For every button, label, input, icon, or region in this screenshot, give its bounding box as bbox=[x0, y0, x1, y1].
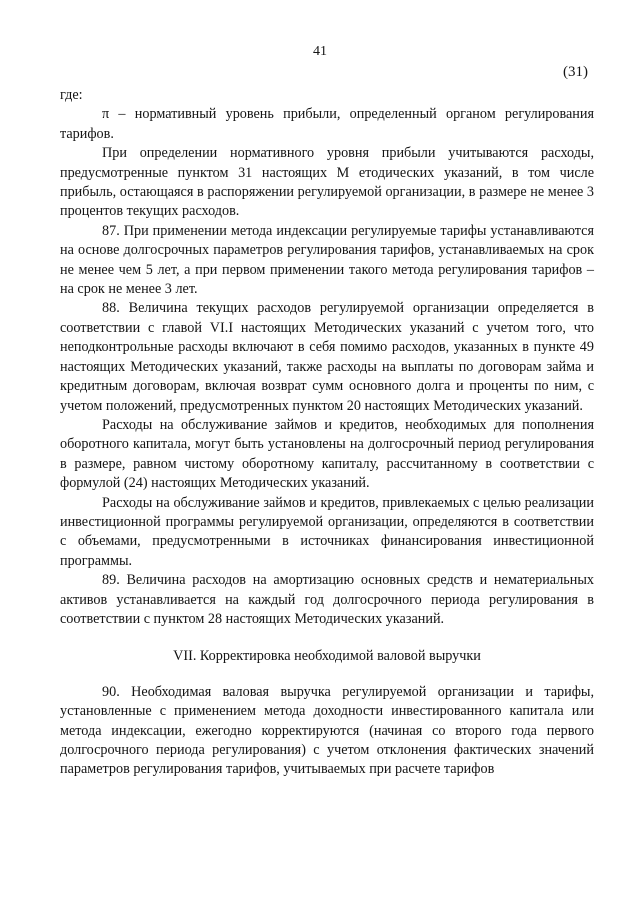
formula-number: (31) bbox=[563, 64, 588, 80]
paragraph-normative-profit: При определении нормативного уровня прибыли учитываются расходы, предусмотренные пунктом 31 настоящих М етодических указаний, в том числе прибыль, остающаяся в распоряжении регулируемой организации, в размере не менее 3 процентов текущих расходов. bbox=[60, 145, 594, 220]
paragraph-loans-working-capital: Расходы на обслуживание займов и кредитов, необходимых для пополнения оборотного капитала, могут быть установлены на долгосрочный период регулирования в размере, равном чистому оборотному капиталу, рассчитанному в соответствии с формулой (24) настоящих Методических указаний. bbox=[60, 416, 594, 492]
section-heading: VII. Корректировка необходимой валовой выручки bbox=[173, 648, 481, 665]
document-body bbox=[60, 86, 594, 780]
page-number: 41 bbox=[313, 44, 327, 59]
paragraph-89: 89. Величина расходов на амортизацию основных средств и нематериальных активов устанавливается на каждый год долгосрочного периода регулирования в соответствии с пунктом 28 настоящих Методических указаний. bbox=[60, 572, 594, 627]
paragraph-90: 90. Необходимая валовая выручка регулируемой организации и тарифы, установленные с применением метода доходности инвестированного капитала или метода индексации, ежегодно корректируются (начиная со второго года первого долгосрочного периода регулирования) с учетом отклонения фактических значений параметров регулирования тарифов, учитываемых при расчете тарифов bbox=[60, 683, 594, 778]
pi-definition: π – нормативный уровень прибыли, определенный органом регулирования тарифов. bbox=[60, 106, 594, 142]
paragraph-87: 87. При применении метода индексации регулируемые тарифы устанавливаются на основе долгосрочных параметров регулирования тарифов, устанавливаемых на срок не менее чем 5 лет, а при первом применении такого метода регулирования тарифов – на срок не менее 3 лет. bbox=[60, 222, 594, 298]
paragraph-loans-investment: Расходы на обслуживание займов и кредитов, привлекаемых с целью реализации инвестиционной программы регулируемой организации, определяются в соответствии с объемами, предусмотренными в источниках финансирования инвестиционной программы. bbox=[60, 494, 594, 569]
paragraph-88: 88. Величина текущих расходов регулируемой организации определяется в соответствии с главой VI.I настоящих Методических указаний с учетом того, что неподконтрольные расходы включают в себя помимо расходов, указанных в пункте 49 настоящих Методических указаний, также расходы на выплаты по договорам займа и кредитным договорам, включая возврат сумм основного долга и проценты по ним, с учетом положений, предусмотренных пунктом 20 настоящих Методических указаний. bbox=[60, 300, 594, 414]
where-label: где: bbox=[60, 87, 83, 103]
